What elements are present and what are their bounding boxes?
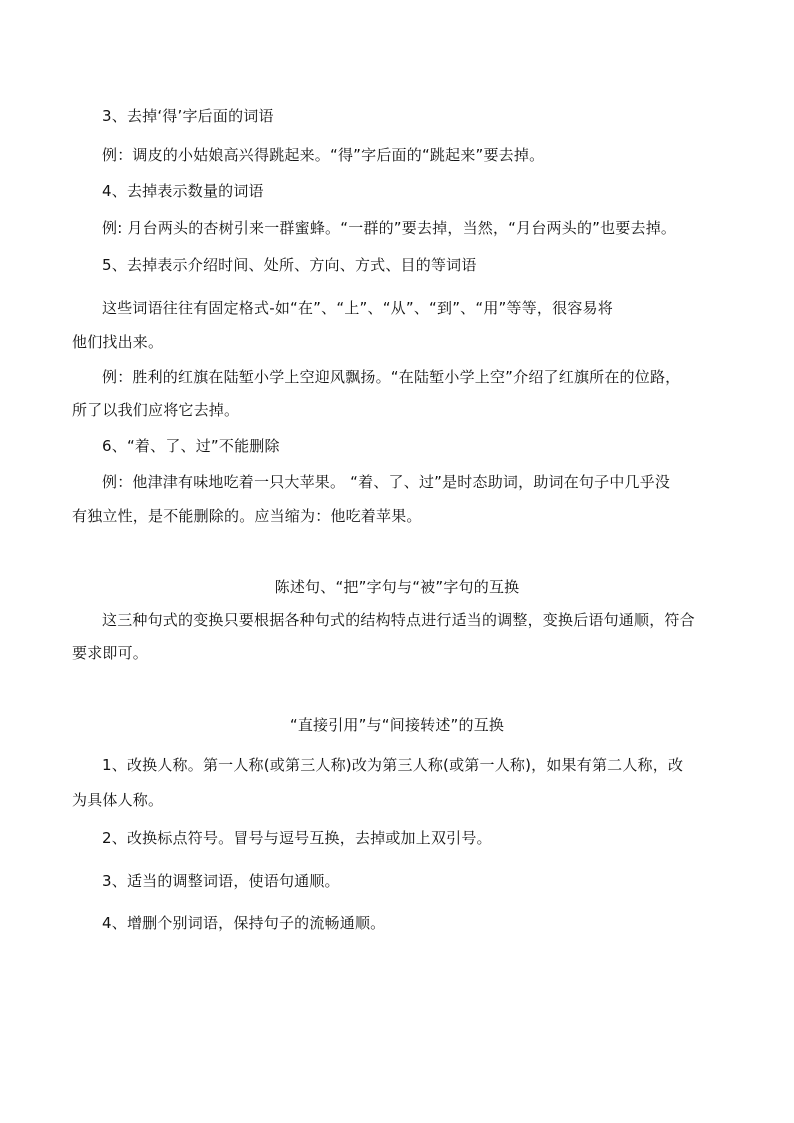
section-6-title: 6、“着、了、过”不能删除	[102, 437, 280, 455]
item-4: 4、增删个别词语，保持句子的流畅通顺。	[102, 914, 386, 932]
item-3: 3、适当的调整词语，使语句通顺。	[102, 872, 340, 890]
section-6-example-line-1: 例：他津津有味地吃着一只大苹果。 “着、了、过”是时态助词，助词在句子中几乎没	[102, 473, 671, 491]
heading-quotation-conversion: “直接引用”与“间接转述”的互换	[289, 716, 505, 734]
section-6-example-line-2: 有独立性，是不能删除的。应当缩为：他吃着苹果。	[72, 507, 422, 525]
heading-1-body-line-2: 要求即可。	[72, 644, 149, 662]
section-5-title: 5、去掉表示介绍时间、处所、方向、方式、目的等词语	[102, 256, 477, 274]
section-5-body-line-2: 他们找出来。	[72, 333, 164, 351]
section-4-title: 4、去掉表示数量的词语	[102, 182, 264, 200]
heading-1-body-line-1: 这三种句式的变换只要根据各种句式的结构特点进行适当的调整，变换后语句通顺，符合	[102, 611, 695, 629]
item-2: 2、改换标点符号。冒号与逗号互换，去掉或加上双引号。	[102, 829, 492, 847]
section-4-example: 例: 月台两头的杏树引来一群蜜蜂。“一群的”要去掉，当然，“月台两头的”也要去掉。	[102, 219, 677, 237]
item-1-line-1: 1、改换人称。第一人称(或第三人称)改为第三人称(或第一人称)，如果有第二人称，改	[102, 756, 684, 774]
item-1-line-2: 为具体人称。	[72, 791, 164, 809]
section-5-example-line-2: 所了以我们应将它去掉。	[72, 401, 240, 419]
section-3-example: 例：调皮的小姑娘高兴得跳起来。“得”字后面的“跳起来”要去掉。	[102, 146, 545, 164]
section-5-example-line-1: 例：胜利的红旗在陆堑小学上空迎风飘扬。“在陆堑小学上空”介绍了红旗所在的位路，	[102, 368, 681, 386]
section-5-body-line-1: 这些词语往往有固定格式-如“在”、“上”、“从”、“到”、“用”等等，很容易将	[102, 299, 613, 317]
section-3-title: 3、去掉‘得’字后面的词语	[102, 107, 274, 125]
heading-sentence-conversion: 陈述句、“把”字句与“被”字句的互换	[274, 578, 520, 596]
